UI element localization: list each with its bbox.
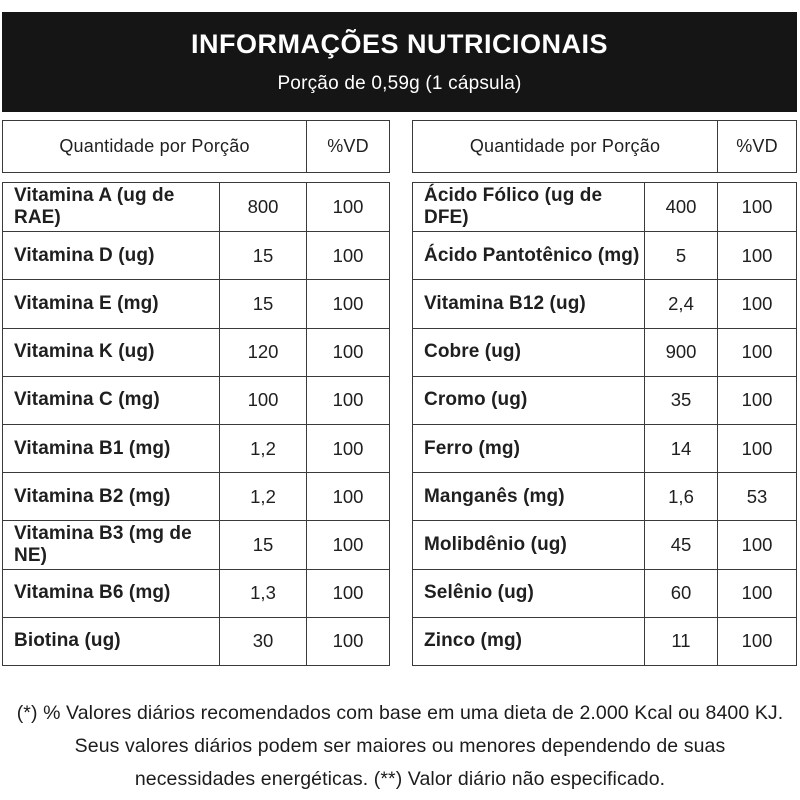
- nutrient-name-cell: Cromo (ug): [424, 389, 528, 411]
- header-banner: [2, 12, 797, 112]
- nutrient-name-cell: Vitamina B3 (mg de NE): [14, 522, 192, 566]
- table-row: [3, 520, 389, 568]
- vd-header: %VD: [306, 121, 389, 172]
- nutrient-name-cell: Vitamina D (ug): [14, 244, 155, 266]
- quantity-cell: 5: [644, 232, 717, 279]
- daily-value-cell: 100: [306, 618, 389, 665]
- minerals-table-body: [412, 182, 797, 666]
- quantity-cell: 100: [219, 377, 306, 424]
- nutrient-name-cell: Vitamina E (mg): [14, 292, 159, 314]
- quantity-cell: 1,2: [219, 425, 306, 472]
- vitamins-table-body: [2, 182, 390, 666]
- quantity-cell: 1,6: [644, 473, 717, 520]
- quantity-cell: 60: [644, 570, 717, 617]
- daily-value-cell: 100: [717, 329, 796, 376]
- nutrient-name-cell: Vitamina C (mg): [14, 389, 160, 411]
- table-row: [3, 183, 389, 231]
- daily-value-cell: 100: [306, 570, 389, 617]
- quantity-cell: 120: [219, 329, 306, 376]
- daily-value-cell: 100: [306, 377, 389, 424]
- minerals-table: [412, 120, 797, 666]
- qty-header: Quantidade por Porção: [469, 136, 661, 156]
- daily-value-cell: 100: [306, 183, 389, 231]
- daily-value-cell: 100: [306, 521, 389, 568]
- table-row: [3, 231, 389, 279]
- table-row: [3, 279, 389, 327]
- vitamins-table: [2, 120, 390, 666]
- serving-size: Porção de 0,59g (1 cápsula): [277, 73, 522, 94]
- quantity-cell: 15: [219, 232, 306, 279]
- table-row: [413, 424, 796, 472]
- daily-value-cell: 100: [717, 183, 796, 231]
- daily-value-cell: 100: [717, 618, 796, 665]
- daily-value-cell: 100: [306, 232, 389, 279]
- daily-value-cell: 100: [717, 280, 796, 327]
- daily-value-cell: 100: [717, 521, 796, 568]
- table-row: [413, 569, 796, 617]
- nutrient-name-cell: Ácido Pantotênico (mg): [424, 244, 640, 266]
- quantity-cell: 1,2: [219, 473, 306, 520]
- nutrient-name-cell: Vitamina B12 (ug): [424, 292, 586, 314]
- daily-value-cell: 100: [717, 425, 796, 472]
- table-row: [3, 328, 389, 376]
- quantity-cell: 400: [644, 183, 717, 231]
- table-row: [413, 376, 796, 424]
- quantity-cell: 2,4: [644, 280, 717, 327]
- nutrient-name-cell: Vitamina K (ug): [14, 341, 155, 363]
- vd-header: %VD: [717, 121, 796, 172]
- quantity-cell: 900: [644, 329, 717, 376]
- minerals-table-header: [412, 120, 797, 173]
- nutrient-name-cell: Vitamina B6 (mg): [14, 582, 171, 604]
- table-row: [413, 520, 796, 568]
- table-row: [413, 183, 796, 231]
- daily-value-cell: 100: [306, 473, 389, 520]
- tables-container: [0, 120, 800, 666]
- table-row: [413, 328, 796, 376]
- footnote-line: (*) % Valores diários recomendados com base em uma dieta de 2.000 Kcal ou 8400 KJ.: [16, 701, 784, 724]
- daily-value-cell: 100: [717, 377, 796, 424]
- table-row: [3, 472, 389, 520]
- quantity-cell: 14: [644, 425, 717, 472]
- footnote-line: Seus valores diários podem ser maiores ou menores dependendo de suas: [74, 734, 726, 757]
- page-title: INFORMAÇÕES NUTRICIONAIS: [191, 29, 608, 59]
- nutrient-name-cell: Ácido Fólico (ug de DFE): [424, 185, 603, 229]
- daily-value-cell: 53: [717, 473, 796, 520]
- table-row: [413, 472, 796, 520]
- quantity-cell: 15: [219, 521, 306, 568]
- nutrient-name-cell: Manganês (mg): [424, 485, 565, 507]
- nutrient-name-cell: Molibdênio (ug): [424, 533, 567, 555]
- quantity-cell: 35: [644, 377, 717, 424]
- daily-value-cell: 100: [717, 570, 796, 617]
- daily-value-cell: 100: [717, 232, 796, 279]
- daily-value-cell: 100: [306, 329, 389, 376]
- nutrient-name-cell: Biotina (ug): [14, 630, 121, 652]
- quantity-cell: 800: [219, 183, 306, 231]
- quantity-cell: 15: [219, 280, 306, 327]
- nutrient-name-cell: Zinco (mg): [424, 630, 523, 652]
- nutrient-name-cell: Vitamina B1 (mg): [14, 437, 171, 459]
- nutrient-name-cell: Cobre (ug): [424, 341, 522, 363]
- table-row: [413, 617, 796, 665]
- nutrient-name-cell: Ferro (mg): [424, 437, 520, 459]
- nutrient-name-cell: Selênio (ug): [424, 582, 534, 604]
- qty-header: Quantidade por Porção: [59, 136, 250, 156]
- table-row: [413, 279, 796, 327]
- table-row: [413, 231, 796, 279]
- daily-value-cell: 100: [306, 280, 389, 327]
- quantity-cell: 45: [644, 521, 717, 568]
- table-row: [3, 569, 389, 617]
- table-row: [3, 424, 389, 472]
- table-row: [3, 617, 389, 665]
- quantity-cell: 30: [219, 618, 306, 665]
- quantity-cell: 11: [644, 618, 717, 665]
- footnote: [0, 697, 800, 796]
- footnote-line: necessidades energéticas. (**) Valor diário não especificado.: [134, 767, 666, 790]
- vitamins-table-header: [2, 120, 390, 173]
- nutrient-name-cell: Vitamina A (ug de RAE): [14, 185, 175, 229]
- quantity-cell: 1,3: [219, 570, 306, 617]
- nutrient-name-cell: Vitamina B2 (mg): [14, 485, 171, 507]
- table-row: [3, 376, 389, 424]
- daily-value-cell: 100: [306, 425, 389, 472]
